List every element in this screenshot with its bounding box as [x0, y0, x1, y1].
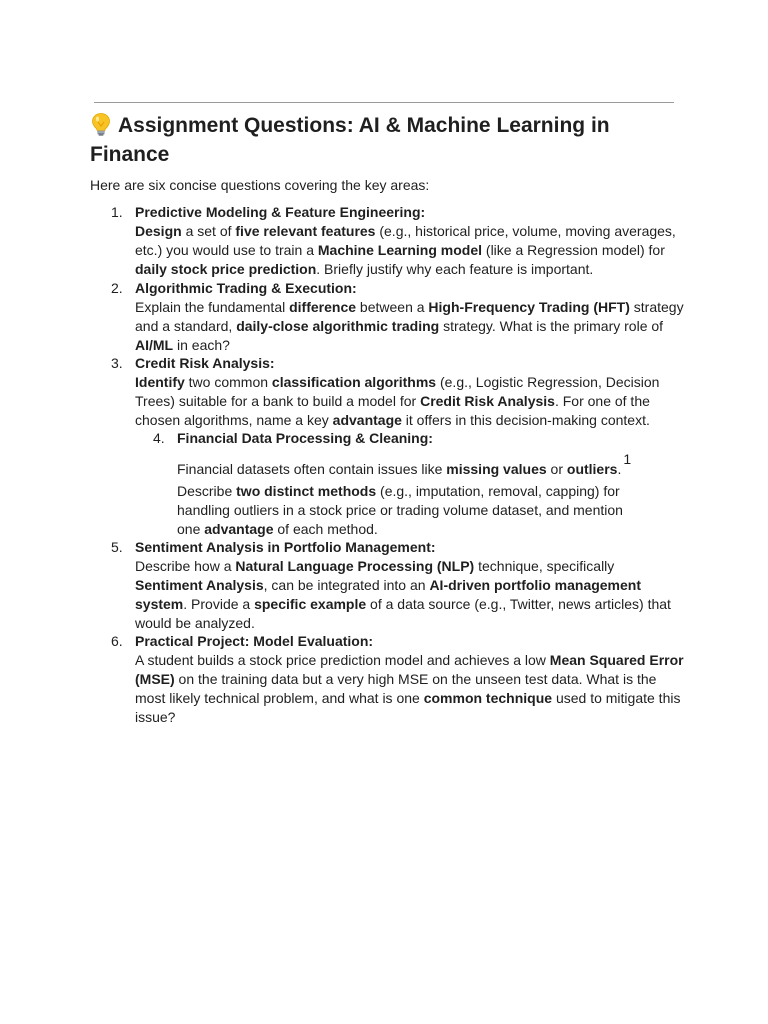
body-text: . For one of the chosen algorithms, name a key	[135, 393, 650, 428]
emphasis-text: difference	[289, 299, 357, 315]
emphasis-text: daily stock price prediction	[135, 261, 317, 277]
question-body	[177, 451, 637, 479]
emphasis-text: five relevant features	[235, 223, 376, 239]
emphasis-text: advantage	[204, 521, 274, 537]
body-text: Explain the fundamental	[135, 299, 290, 315]
body-text: (e.g., historical price, volume, moving averages, etc.) you would use to train a	[135, 223, 676, 258]
emphasis-text: specific example	[254, 596, 367, 612]
horizontal-rule	[94, 102, 674, 103]
body-text: two common	[184, 374, 272, 390]
question-number: 3.	[111, 355, 123, 371]
question-heading: Credit Risk Analysis:	[135, 355, 275, 371]
question-number: 4.	[153, 430, 165, 446]
question-body	[177, 482, 637, 539]
emphasis-text: Natural Language Processing (NLP)	[235, 558, 475, 574]
emphasis-text: Identify	[135, 374, 185, 390]
emphasis-text: daily-close algorithmic trading	[236, 318, 440, 334]
body-text: it offers in this decision-making context.	[401, 412, 650, 428]
body-text: on the training data but a very high MSE on the unseen test data. What is the most likely technical problem, and what is one	[135, 671, 657, 706]
body-text: (e.g., imputation, removal, capping) for handling outliers in a stock price or trading volume dataset, and mention one	[177, 483, 623, 537]
body-text: strategy. What is the primary role of	[439, 318, 664, 334]
question-heading: Algorithmic Trading & Execution:	[135, 280, 357, 296]
body-text: between a	[356, 299, 429, 315]
body-text: (e.g., Logistic Regression, Decision Trees) suitable for a bank to build a model for	[135, 374, 660, 409]
body-text: , can be integrated into an	[263, 577, 430, 593]
body-text: .	[617, 461, 622, 477]
question-item	[111, 203, 685, 279]
question-item	[111, 538, 685, 633]
body-text: strategy and a standard,	[135, 299, 684, 334]
body-text: Describe how a	[135, 558, 236, 574]
emphasis-text: High-Frequency Trading (HFT)	[428, 299, 630, 315]
emphasis-text: advantage	[332, 412, 402, 428]
lightbulb-icon	[90, 112, 112, 136]
emphasis-text: Design	[135, 223, 182, 239]
question-number: 6.	[111, 633, 123, 649]
question-body	[135, 298, 685, 355]
question-body	[135, 222, 685, 279]
question-heading: Practical Project: Model Evaluation:	[135, 633, 374, 649]
body-text: . Briefly justify why each feature is important.	[316, 261, 594, 277]
question-body	[135, 557, 685, 633]
emphasis-text: AI/ML	[135, 337, 174, 353]
question-heading: Predictive Modeling & Feature Engineering:	[135, 204, 426, 220]
question-heading: Financial Data Processing & Cleaning:	[177, 430, 433, 446]
emphasis-text: AI-driven portfolio management system	[135, 577, 642, 612]
emphasis-text: Sentiment Analysis	[135, 577, 264, 593]
body-text: of a data source (e.g., Twitter, news articles) that would be analyzed.	[135, 596, 671, 631]
body-text: (like a Regression model) for	[482, 242, 665, 258]
question-heading: Sentiment Analysis in Portfolio Management:	[135, 539, 436, 555]
question-body	[135, 651, 685, 727]
question-number: 1.	[111, 204, 123, 220]
body-text: Financial datasets often contain issues like	[177, 461, 447, 477]
body-text: . Provide a	[183, 596, 255, 612]
emphasis-text: Machine Learning model	[317, 242, 483, 258]
emphasis-text: common technique	[423, 690, 553, 706]
question-item	[111, 354, 685, 430]
body-text: used to mitigate this issue?	[135, 690, 681, 725]
emphasis-text: outliers	[566, 461, 618, 477]
emphasis-text: Mean Squared Error (MSE)	[135, 652, 684, 687]
body-text: technique, specifically	[474, 558, 615, 574]
body-text: of each method.	[273, 521, 378, 537]
emphasis-text: Credit Risk Analysis	[420, 393, 555, 409]
emphasis-text: missing values	[446, 461, 547, 477]
question-number: 5.	[111, 539, 123, 555]
question-item	[111, 279, 685, 355]
question-number: 2.	[111, 280, 123, 296]
question-item	[153, 429, 637, 539]
page-title-text: Assignment Questions: AI & Machine Learning in Finance	[90, 114, 610, 166]
body-text: Describe	[177, 483, 237, 499]
body-text: in each?	[173, 337, 230, 353]
body-text: a set of	[181, 223, 236, 239]
page-title	[90, 111, 690, 169]
emphasis-text: two distinct methods	[236, 483, 377, 499]
question-item	[111, 632, 685, 727]
question-body	[135, 373, 685, 430]
intro-text: Here are six concise questions covering the key areas:	[90, 177, 430, 193]
body-text: or	[546, 461, 567, 477]
emphasis-text: classification algorithms	[271, 374, 437, 390]
body-text: A student builds a stock price prediction model and achieves a low	[135, 652, 550, 668]
footnote-marker: 1	[623, 451, 632, 467]
